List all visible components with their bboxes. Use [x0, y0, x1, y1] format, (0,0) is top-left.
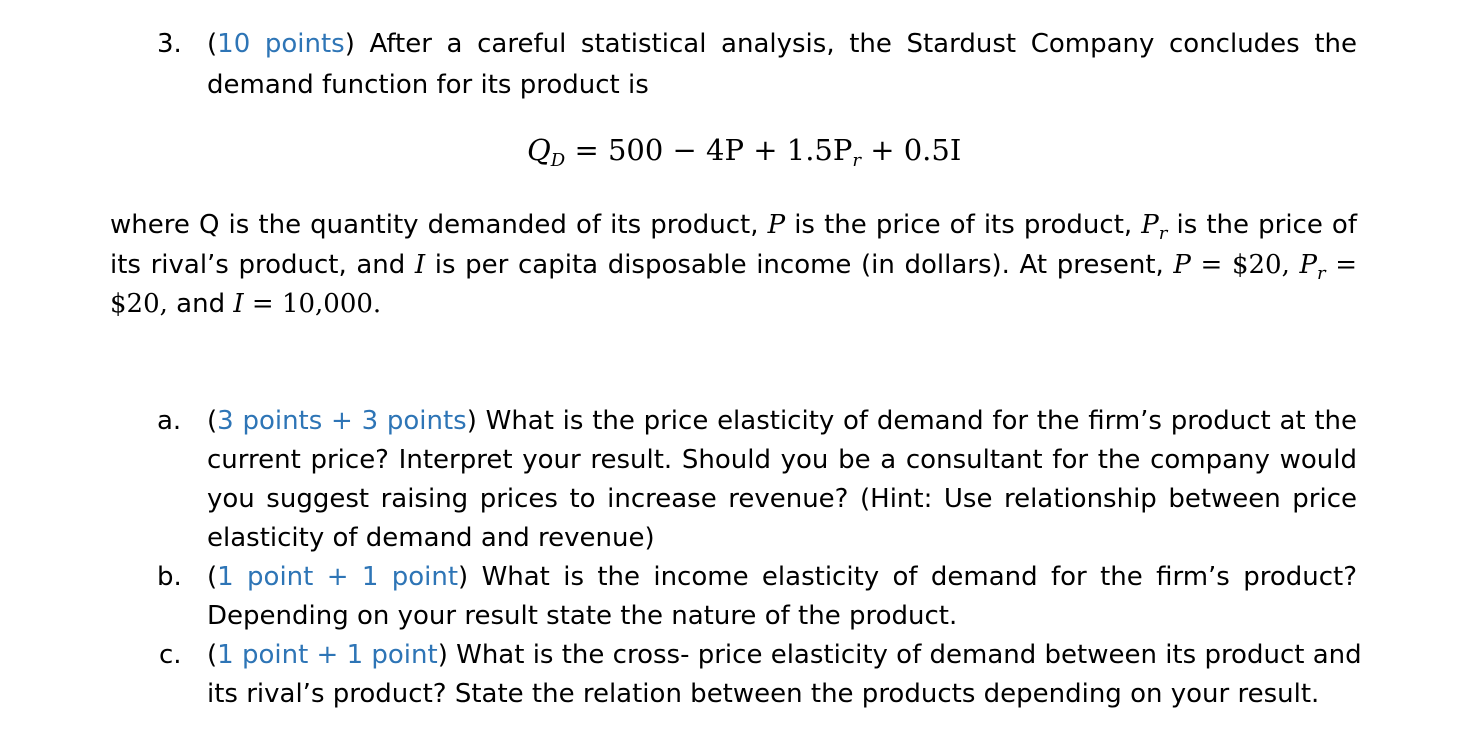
part-a-points: 3 points + 3 points [217, 406, 467, 436]
part-c-line-1: (1 point + 1 point) What is the cross- price elasticity of demand between its product and [207, 640, 1362, 670]
part-c-label: c. [159, 640, 182, 670]
part-a-line-1: (3 points + 3 points) What is the price elasticity of demand for the firm’s product at the [207, 406, 1357, 436]
part-a-line-4: elasticity of demand and revenue) [207, 523, 655, 553]
part-b-line-2: Depending on your result state the nature of the product. [207, 601, 958, 631]
part-c-points: 1 point + 1 point [217, 640, 438, 670]
question-intro-line-1: (10 points) After a careful statistical analysis, the Stardust Company concludes the [207, 29, 1358, 59]
demand-equation: $Q_D = 500 - 4P + 1.5P_r + 0.5I$ [527, 133, 962, 171]
part-c-line-2: its rival’s product? State the relation between the products depending on your result. [207, 679, 1320, 709]
where-line-2: its rival’s product, and I is per capita disposable income (in dollars). At present, P = $20, $P_r$ = [110, 250, 1357, 284]
part-b-line-1: (1 point + 1 point) What is the income elasticity of demand for the firm’s product? [207, 562, 1358, 592]
part-b-label: b. [157, 562, 182, 592]
part-a-label: a. [157, 406, 182, 436]
question-intro-line-2: demand function for its product is [207, 70, 649, 100]
where-line-3: $20, and I = 10,000. [110, 289, 382, 319]
where-line-1: where Q is the quantity demanded of its product, P is the price of its product, $P_r$ is the price of [110, 210, 1357, 244]
part-b-points: 1 point + 1 point [217, 562, 459, 592]
question-points: 10 points [217, 29, 345, 59]
part-a-line-2: current price? Interpret your result. Should you be a consultant for the company would [207, 445, 1357, 475]
part-a-line-3: you suggest raising prices to increase revenue? (Hint: Use relationship between price [207, 484, 1357, 514]
question-number: 3. [157, 29, 182, 59]
